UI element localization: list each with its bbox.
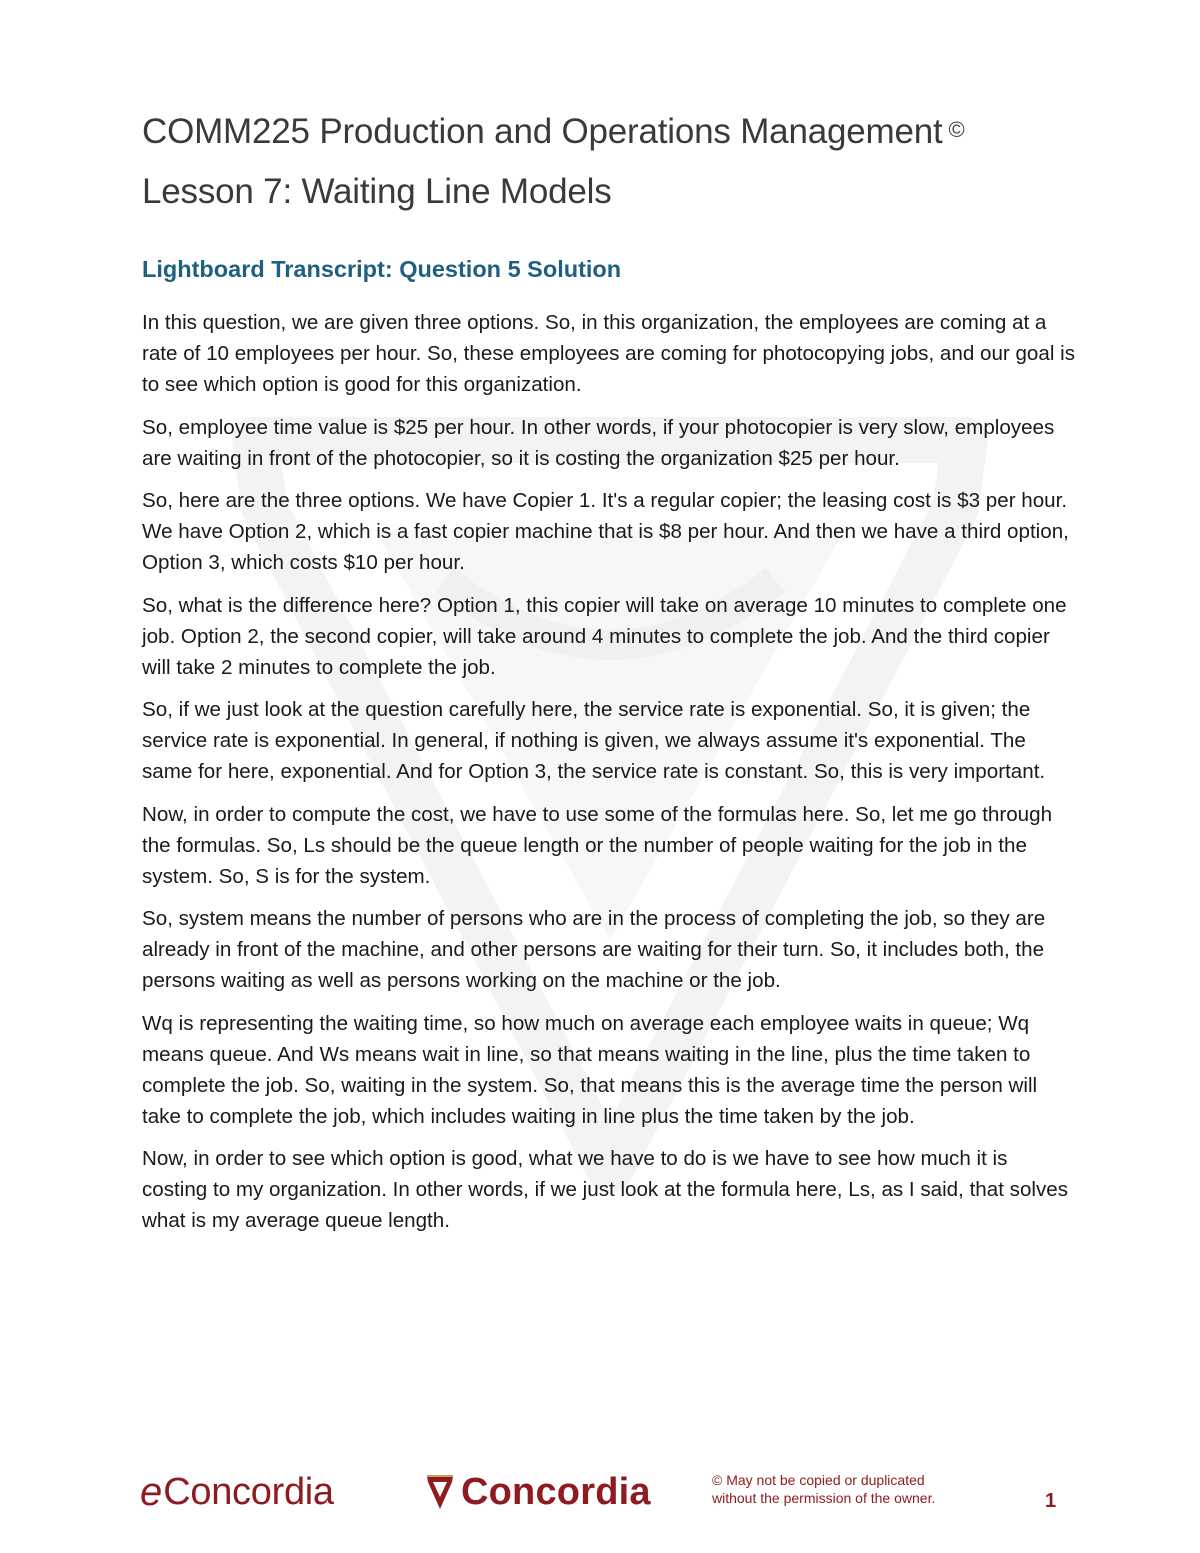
econcordia-logo-text: Concordia [163,1470,334,1513]
paragraph: Now, in order to see which option is good, what we have to do is we have to see how much it is costing to my organization. In other words, if we just look at the formula here, Ls, as I said, that solves what is my average queue length. [142,1147,1069,1232]
section-heading: Lightboard Transcript: Question 5 Solution [142,256,622,282]
concordia-logo [425,1470,651,1514]
concordia-shield-icon [425,1472,455,1512]
concordia-logo-text: Concordia [461,1470,651,1513]
paragraph: Wq is representing the waiting time, so how much on average each employee waits in queue; Wq means queue. And Ws means wait in line, so that means waiting in the line, plus the time taken to complete the job. So, waiting in the system. So, that means this is the average time the person will take to complete the job, which includes waiting in line plus the time taken by the job. [142,1011,1038,1128]
course-title [142,112,965,152]
paragraph: So, what is the difference here? Option 1, this copier will take on average 10 minutes to complete one job. Option 2, the second copier, will take around 4 minutes to complete the job. And the third copier will take 2 minutes to complete the job. [142,593,1067,679]
page-number: 1 [1045,1490,1057,1512]
paragraph: Now, in order to compute the cost, we have to use some of the formulas here. So, let me go through the formulas. So, Ls should be the queue length or the number of people waiting for the job in the system. So, S is for the system. [142,802,1053,888]
econcordia-e-mark: e [140,1469,163,1514]
lesson-title: Lesson 7: Waiting Line Models [142,172,612,211]
paragraph: In this question, we are given three options. So, in this organization, the employees are coming at a rate of 10 employees per hour. So, these employees are coming for photocopying jobs, and our goal is to see which option is good for this organization. [142,311,1076,396]
paragraph: So, if we just look at the question carefully here, the service rate is exponential. So, it is given; the service rate is exponential. In general, if nothing is given, we always assume it's exponential. The same for here, exponential. And for Option 3, the service rate is constant. So, this is very important. [142,698,1046,783]
transcript-body [142,307,1077,1248]
copyright-notice-line: © May not be copied or duplicated [712,1472,925,1488]
paragraph: So, employee time value is $25 per hour. In other words, if your photocopier is very slow, employees are waiting in front of the photocopier, so it is costing the organization $25 per hour. [142,415,1055,470]
econcordia-logo [140,1470,334,1514]
paragraph: So, here are the three options. We have Copier 1. It's a regular copier; the leasing cost is $3 per hour. We have Option 2, which is a fast copier machine that is $8 per hour. And then we have a third option, Option 3, which costs $10 per hour. [142,489,1069,574]
paragraph: So, system means the number of persons who are in the process of completing the job, so they are already in front of the machine, and other persons are waiting for their turn. So, it includes both, the persons waiting as well as persons working on the machine or the job. [142,907,1046,992]
copyright-notice [712,1471,935,1507]
course-title-text: COMM225 Production and Operations Management [142,112,943,151]
copyright-symbol: © [948,117,965,142]
copyright-notice-line: without the permission of the owner. [712,1490,936,1506]
